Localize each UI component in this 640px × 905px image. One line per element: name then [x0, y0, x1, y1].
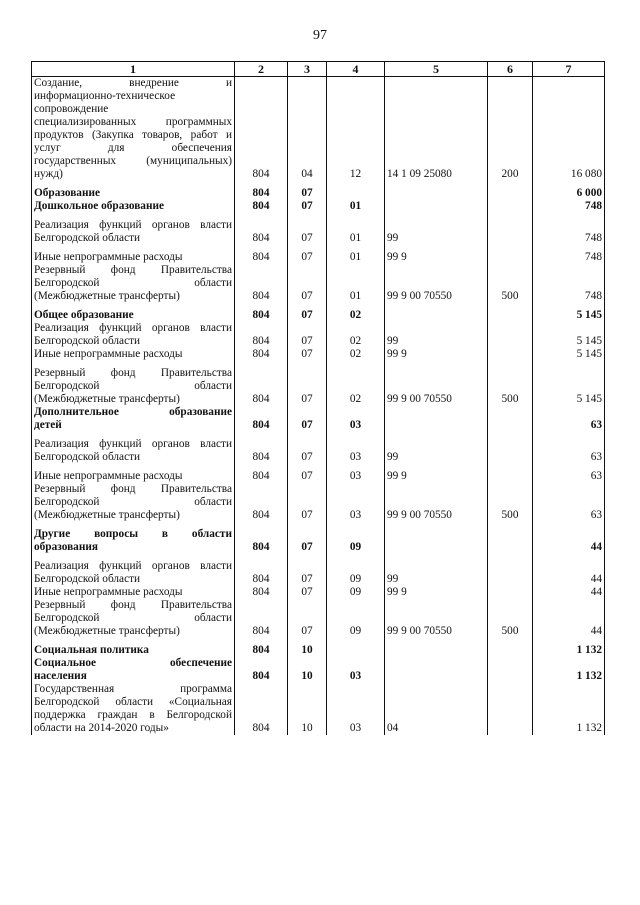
cell-subsection-code: 01 [327, 219, 385, 245]
table-row [32, 251, 605, 264]
item-name-line: продуктов (Закупка товаров, работ и [34, 129, 232, 141]
cell-ministry-code: 804 [235, 657, 288, 683]
cell-section-code: 07 [288, 309, 327, 322]
cell-section-code: 04 [288, 77, 327, 182]
item-name-line: Резервный фонд Правительства [34, 264, 232, 276]
table-row [32, 528, 605, 554]
table-row [32, 586, 605, 599]
cell-item-name [32, 438, 235, 464]
item-name-line: Белгородской области [34, 380, 232, 392]
cell-item-name [32, 586, 235, 599]
table-row [32, 470, 605, 483]
cell-section-code: 07 [288, 200, 327, 213]
table-row [32, 77, 605, 182]
cell-subsection-code: 09 [327, 599, 385, 638]
cell-target-article: 14 1 09 25080 [385, 77, 488, 182]
cell-item-name [32, 406, 235, 432]
cell-subsection-code: 02 [327, 367, 385, 406]
cell-expense-type [488, 251, 533, 264]
cell-amount: 44 [533, 560, 605, 586]
table-row [32, 438, 605, 464]
cell-subsection-code: 09 [327, 528, 385, 554]
cell-expense-type: 500 [488, 264, 533, 303]
cell-ministry-code: 804 [235, 683, 288, 735]
cell-amount: 748 [533, 264, 605, 303]
page-number: 97 [313, 28, 327, 43]
cell-section-code: 07 [288, 483, 327, 522]
cell-subsection-code: 09 [327, 586, 385, 599]
header-col-4: 4 [327, 62, 385, 77]
item-name-line: сопровождение [34, 103, 109, 115]
cell-ministry-code: 804 [235, 264, 288, 303]
item-name-line: (Межбюджетные трансферты) [34, 625, 180, 637]
cell-amount: 63 [533, 483, 605, 522]
item-name-line: специализированных программных [34, 116, 232, 128]
table-row [32, 219, 605, 245]
item-name-line: Белгородской области [34, 232, 141, 244]
cell-ministry-code: 804 [235, 470, 288, 483]
cell-section-code: 07 [288, 560, 327, 586]
cell-amount: 1 132 [533, 657, 605, 683]
table-row [32, 309, 605, 322]
cell-subsection-code: 02 [327, 309, 385, 322]
cell-target-article: 99 9 00 70550 [385, 264, 488, 303]
item-name-line: Белгородской области [34, 496, 232, 508]
cell-expense-type [488, 438, 533, 464]
cell-subsection-code: 01 [327, 264, 385, 303]
cell-expense-type [488, 470, 533, 483]
table-row [32, 599, 605, 638]
cell-ministry-code: 804 [235, 77, 288, 182]
cell-section-code: 07 [288, 406, 327, 432]
cell-subsection-code: 02 [327, 348, 385, 361]
cell-section-code: 07 [288, 599, 327, 638]
item-name-line: информационно-техническое [34, 90, 176, 102]
cell-item-name [32, 528, 235, 554]
header-col-5: 5 [385, 62, 488, 77]
header-col-6: 6 [488, 62, 533, 77]
cell-subsection-code [327, 187, 385, 200]
cell-target-article [385, 187, 488, 200]
cell-target-article: 99 9 [385, 251, 488, 264]
cell-subsection-code: 03 [327, 683, 385, 735]
cell-target-article: 99 [385, 219, 488, 245]
cell-target-article: 99 [385, 438, 488, 464]
item-name-line: Белгородской области [34, 612, 232, 624]
cell-ministry-code: 804 [235, 367, 288, 406]
cell-item-name [32, 77, 235, 182]
item-name-line: образования [34, 541, 98, 553]
cell-subsection-code: 03 [327, 438, 385, 464]
item-name-line: Социальное обеспечение [34, 657, 232, 669]
cell-section-code: 10 [288, 657, 327, 683]
cell-section-code: 07 [288, 251, 327, 264]
cell-subsection-code: 01 [327, 251, 385, 264]
cell-amount: 748 [533, 219, 605, 245]
table-row [32, 322, 605, 348]
item-name-line: Общее образование [34, 309, 134, 321]
header-col-3: 3 [288, 62, 327, 77]
cell-item-name [32, 367, 235, 406]
item-name-line: Резервный фонд Правительства [34, 367, 232, 379]
header-col-1: 1 [32, 62, 235, 77]
cell-ministry-code: 804 [235, 219, 288, 245]
cell-amount: 6 000 [533, 187, 605, 200]
item-name-line: услуг для обеспечения [34, 142, 232, 154]
item-name-line: области на 2014-2020 годы» [34, 722, 169, 734]
cell-subsection-code: 03 [327, 406, 385, 432]
table-row [32, 367, 605, 406]
item-name-line: (Межбюджетные трансферты) [34, 290, 180, 302]
cell-target-article [385, 309, 488, 322]
table-row [32, 483, 605, 522]
item-name-line: Государственная программа [34, 683, 232, 695]
item-name-line: Резервный фонд Правительства [34, 483, 232, 495]
cell-section-code: 07 [288, 348, 327, 361]
item-name-line: Белгородской области [34, 277, 232, 289]
cell-amount: 1 132 [533, 683, 605, 735]
cell-target-article: 99 9 [385, 348, 488, 361]
table-row [32, 644, 605, 657]
cell-expense-type: 500 [488, 483, 533, 522]
cell-section-code: 07 [288, 219, 327, 245]
cell-item-name [32, 309, 235, 322]
cell-target-article: 04 [385, 683, 488, 735]
cell-section-code: 10 [288, 683, 327, 735]
cell-target-article: 99 9 00 70550 [385, 483, 488, 522]
cell-ministry-code: 804 [235, 599, 288, 638]
cell-section-code: 07 [288, 187, 327, 200]
item-name-line: населения [34, 670, 87, 682]
cell-item-name [32, 599, 235, 638]
item-name-line: Иные непрограммные расходы [34, 348, 183, 360]
item-name-line: Белгородской области [34, 335, 141, 347]
table-header [32, 62, 605, 77]
cell-subsection-code: 02 [327, 322, 385, 348]
cell-item-name [32, 644, 235, 657]
cell-subsection-code: 03 [327, 657, 385, 683]
item-name-line: (Межбюджетные трансферты) [34, 509, 180, 521]
cell-ministry-code: 804 [235, 406, 288, 432]
item-name-line: Образование [34, 187, 100, 199]
cell-ministry-code: 804 [235, 483, 288, 522]
item-name-line: Социальная политика [34, 644, 149, 656]
cell-ministry-code: 804 [235, 322, 288, 348]
table-row [32, 406, 605, 432]
item-name-line: Реализация функций органов власти [34, 560, 232, 572]
table-row [32, 187, 605, 200]
cell-expense-type [488, 200, 533, 213]
cell-expense-type [488, 657, 533, 683]
cell-expense-type: 200 [488, 77, 533, 182]
cell-expense-type [488, 187, 533, 200]
cell-target-article [385, 528, 488, 554]
item-name-line: Реализация функций органов власти [34, 438, 232, 450]
cell-section-code: 07 [288, 586, 327, 599]
cell-section-code: 07 [288, 528, 327, 554]
cell-amount: 63 [533, 470, 605, 483]
cell-target-article [385, 644, 488, 657]
cell-item-name [32, 200, 235, 213]
cell-subsection-code: 03 [327, 470, 385, 483]
cell-subsection-code: 01 [327, 200, 385, 213]
item-name-line: (Межбюджетные трансферты) [34, 393, 180, 405]
table-row [32, 200, 605, 213]
cell-amount: 63 [533, 406, 605, 432]
cell-target-article [385, 657, 488, 683]
cell-expense-type: 500 [488, 367, 533, 406]
header-col-7: 7 [533, 62, 605, 77]
cell-ministry-code: 804 [235, 644, 288, 657]
cell-amount: 5 145 [533, 322, 605, 348]
cell-item-name [32, 264, 235, 303]
cell-section-code: 07 [288, 438, 327, 464]
cell-target-article: 99 9 [385, 586, 488, 599]
item-name-line: Создание, внедрение и [34, 77, 232, 89]
cell-target-article: 99 [385, 322, 488, 348]
item-name-line: Реализация функций органов власти [34, 219, 232, 231]
cell-subsection-code [327, 644, 385, 657]
cell-expense-type: 500 [488, 599, 533, 638]
item-name-line: нужд) [34, 168, 63, 180]
cell-amount: 44 [533, 528, 605, 554]
cell-target-article [385, 406, 488, 432]
item-name-line: поддержка граждан в Белгородской [34, 709, 232, 721]
cell-item-name [32, 187, 235, 200]
item-name-line: Белгородской области [34, 573, 141, 585]
cell-amount: 16 080 [533, 77, 605, 182]
cell-section-code: 07 [288, 470, 327, 483]
item-name-line: Иные непрограммные расходы [34, 251, 183, 263]
cell-ministry-code: 804 [235, 309, 288, 322]
cell-ministry-code: 804 [235, 348, 288, 361]
cell-subsection-code: 12 [327, 77, 385, 182]
cell-ministry-code: 804 [235, 528, 288, 554]
cell-item-name [32, 322, 235, 348]
cell-expense-type [488, 309, 533, 322]
cell-target-article: 99 [385, 560, 488, 586]
cell-section-code: 10 [288, 644, 327, 657]
item-name-line: Белгородской области [34, 451, 141, 463]
item-name-line: Белгородской области «Социальная [34, 696, 232, 708]
table-row [32, 264, 605, 303]
cell-amount: 748 [533, 251, 605, 264]
table-row [32, 348, 605, 361]
cell-ministry-code: 804 [235, 560, 288, 586]
cell-ministry-code: 804 [235, 251, 288, 264]
cell-expense-type [488, 322, 533, 348]
cell-ministry-code: 804 [235, 438, 288, 464]
cell-expense-type [488, 644, 533, 657]
cell-target-article [385, 200, 488, 213]
cell-target-article: 99 9 00 70550 [385, 599, 488, 638]
cell-item-name [32, 483, 235, 522]
cell-item-name [32, 560, 235, 586]
header-col-2: 2 [235, 62, 288, 77]
cell-amount: 63 [533, 438, 605, 464]
item-name-line: Дополнительное образование [34, 406, 232, 418]
cell-section-code: 07 [288, 322, 327, 348]
cell-amount: 5 145 [533, 367, 605, 406]
cell-subsection-code: 09 [327, 560, 385, 586]
cell-item-name [32, 683, 235, 735]
cell-section-code: 07 [288, 367, 327, 406]
cell-amount: 748 [533, 200, 605, 213]
table-row [32, 657, 605, 683]
cell-target-article: 99 9 [385, 470, 488, 483]
item-name-line: государственных (муниципальных) [34, 155, 232, 167]
cell-expense-type [488, 560, 533, 586]
cell-amount: 44 [533, 586, 605, 599]
cell-item-name [32, 657, 235, 683]
cell-target-article: 99 9 00 70550 [385, 367, 488, 406]
cell-subsection-code: 03 [327, 483, 385, 522]
budget-table [31, 61, 605, 735]
cell-item-name [32, 348, 235, 361]
cell-expense-type [488, 586, 533, 599]
cell-expense-type [488, 348, 533, 361]
cell-ministry-code: 804 [235, 200, 288, 213]
table-body [32, 77, 605, 736]
item-name-line: Дошкольное образование [34, 200, 164, 212]
cell-amount: 5 145 [533, 309, 605, 322]
cell-amount: 44 [533, 599, 605, 638]
cell-expense-type [488, 406, 533, 432]
cell-ministry-code: 804 [235, 586, 288, 599]
cell-item-name [32, 251, 235, 264]
cell-amount: 5 145 [533, 348, 605, 361]
cell-expense-type [488, 683, 533, 735]
header-row [32, 62, 605, 77]
table-row [32, 683, 605, 735]
table-row [32, 560, 605, 586]
item-name-line: Резервный фонд Правительства [34, 599, 232, 611]
item-name-line: детей [34, 419, 62, 431]
cell-item-name [32, 219, 235, 245]
cell-expense-type [488, 219, 533, 245]
cell-section-code: 07 [288, 264, 327, 303]
item-name-line: Иные непрограммные расходы [34, 470, 183, 482]
cell-item-name [32, 470, 235, 483]
cell-amount: 1 132 [533, 644, 605, 657]
item-name-line: Реализация функций органов власти [34, 322, 232, 334]
cell-expense-type [488, 528, 533, 554]
item-name-line: Другие вопросы в области [34, 528, 232, 540]
item-name-line: Иные непрограммные расходы [34, 586, 183, 598]
cell-ministry-code: 804 [235, 187, 288, 200]
